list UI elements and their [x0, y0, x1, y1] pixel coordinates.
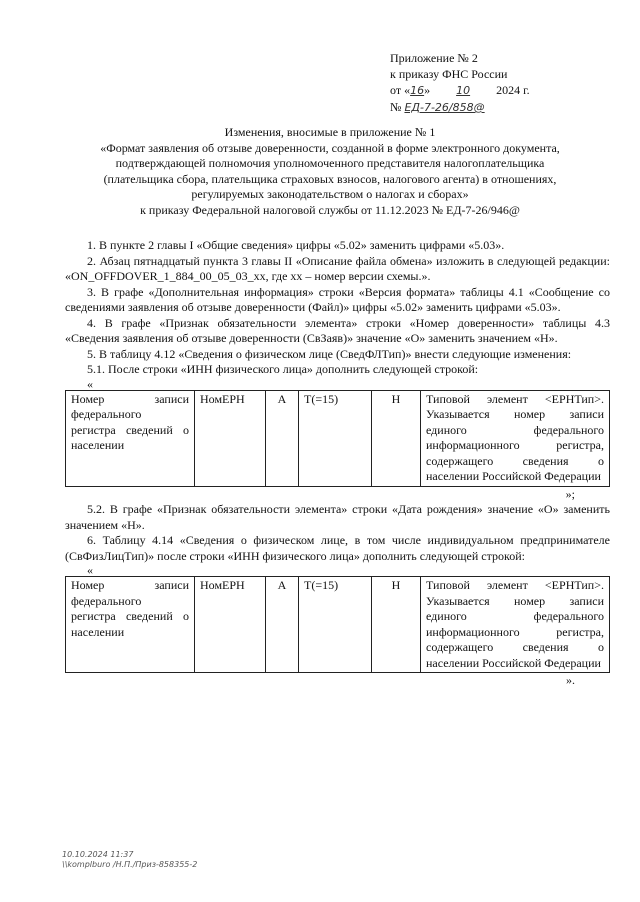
quote-close-1: »; [565, 486, 575, 501]
cell-info: Типовой элемент <ЕРНТип>. Указывается номер записи единого федерального информационного регистра, содержащего сведения о населении Российской Федерации [421, 577, 610, 673]
document-body [65, 238, 610, 689]
paragraph-6: 6. Таблицу 4.14 «Сведения о физическом лице, в том числе индивидуальном предпринимателе (СвФизЛицТип)» после строки «ИНН физического лица» дополнить следующей строкой: [65, 533, 610, 563]
paragraph-4: 4. В графе «Признак обязательности элемента» строки «Номер доверенности» таблицы 4.3 «Сведения заявления об отзыве доверенности (СвЗаяв)» значение «О» заменить значением «Н». [65, 315, 610, 345]
footer-timestamp: 10.10.2024 11:37 [62, 850, 134, 859]
approval-date: от «16» 10 2024 г. [390, 83, 530, 97]
cell-required: Н [372, 577, 421, 673]
cell-format: T(=15) [299, 390, 372, 486]
cell-name: Номер записи федерального регистра сведений о населении [66, 577, 195, 673]
cell-type: А [266, 577, 299, 673]
cell-tag: НомЕРН [195, 390, 266, 486]
paragraph-3: 3. В графе «Дополнительная информация» строки «Версия формата» таблицы 4.1 «Сообщение со сведениями заявления об отзыве доверенности (Файл)» цифры «5.02» заменить цифрами «5.03». [65, 284, 610, 314]
handwritten-number: ЕД-7-26/858@ [404, 101, 485, 114]
table-row [66, 577, 610, 673]
print-footer [62, 850, 197, 870]
cell-tag: НомЕРН [195, 577, 266, 673]
quote-open-2: « [87, 563, 93, 577]
approval-block [390, 50, 600, 116]
paragraph-5: 5. В таблицу 4.12 «Сведения о физическом лице (СведФЛТип)» внести следующие изменения: [87, 346, 572, 361]
cell-format: T(=15) [299, 577, 372, 673]
approval-number: № ЕД-7-26/858@ [390, 100, 485, 114]
approval-order-ref: к приказу ФНС России [390, 67, 508, 81]
handwritten-day: 16 [410, 84, 425, 97]
quote-close-2: ». [566, 673, 575, 687]
document-title: Изменения, вносимые в приложение № 1 «Формат заявления об отзыве доверенности, созданной в форме электронного документа, подтверждающей полномочия уполномоченного представителя налогоплательщика (плательщика сбора, плательщика страховых взносов, налогового агента) в отношениях, регулируемых законодательством о налогах и сборах» к приказу Федеральной налоговой службы от 11.12.2023 № ЕД-7-26/946@ [100, 125, 560, 217]
paragraph-1: 1. В пункте 2 главы I «Общие сведения» цифры «5.02» заменить цифрами «5.03». [87, 238, 505, 252]
quote-open-1: « [87, 376, 93, 391]
cell-name: Номер записи федерального регистра сведений о населении [66, 390, 195, 486]
spec-table-2 [65, 576, 610, 673]
table-row [66, 390, 610, 486]
handwritten-month: 10 [456, 84, 471, 97]
footer-path: \\komplburo /Н.П./Приз-858355-2 [62, 860, 198, 869]
paragraph-5-1: 5.1. После строки «ИНН физического лица» дополнить следующей строкой: [87, 362, 479, 376]
spec-table-1 [65, 390, 610, 487]
cell-info: Типовой элемент <ЕРНТип>. Указывается номер записи единого федерального информационного регистра, содержащего сведения о населении Российской Федерации [421, 390, 610, 486]
paragraph-2: 2. Абзац пятнадцатый пункта 3 главы II «Описание файла обмена» изложить в следующей редакции: «ON_OFFDOVER_1_884_00_05_03_xx, где xx – номер версии схемы.». [65, 253, 610, 283]
approval-title: Приложение № 2 [390, 51, 478, 65]
cell-required: Н [372, 390, 421, 486]
paragraph-5-2: 5.2. В графе «Признак обязательности элемента» строки «Дата рождения» значение «О» заменить значением «Н». [65, 502, 610, 532]
cell-type: А [266, 390, 299, 486]
